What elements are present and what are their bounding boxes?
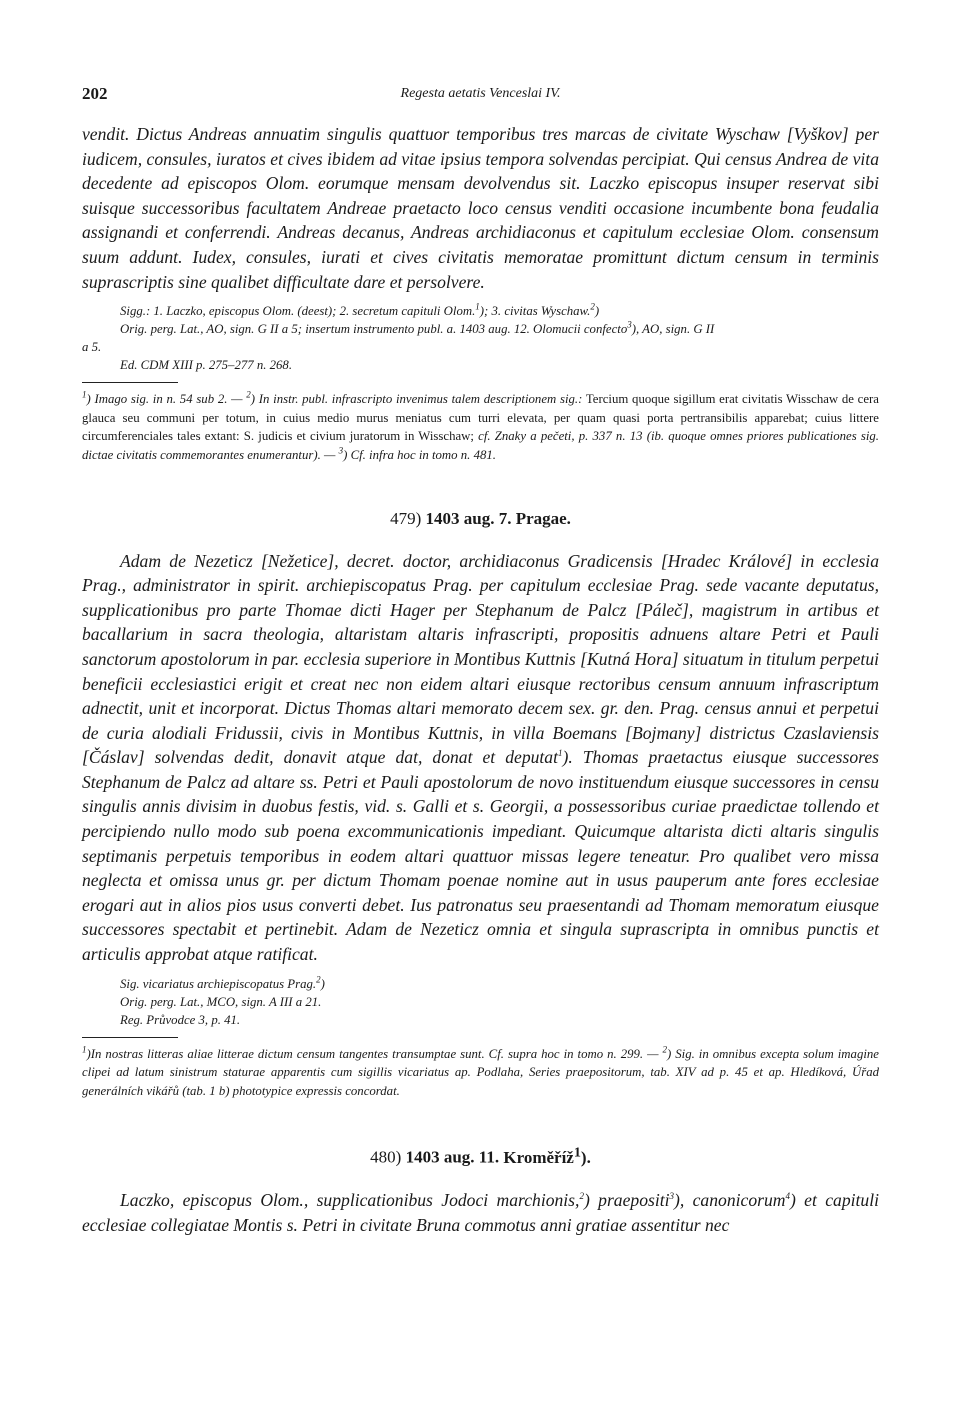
- doc478-regest: [82, 122, 879, 294]
- doc480-regest: [82, 1188, 879, 1237]
- doc480-date: 1403 aug. 11.: [405, 1148, 500, 1168]
- doc478-footnotes: $^1$) Imago sig. in n. 54 sub 2. — $^2$) In instr. publ. infrascripto invenimus talem descriptionem sig.: Tercium quoque sigillum erat civitatis Wisschaw de cera glauca seu communi per totum, in cuius medio murus meniatus cum turri elevata, per quam quasi porta pertransibilis apparebat; cuius littere circumferenciales tales extant: S. judicis et civium juratorum in Wisschaw; cf. Znaky a pečeti, p. 337 n. 13 (ib. quoque omnes priores publicationes sig. dictae civitatis commemorantes enumerantur). — $^3$) Cf. infra hoc in tomo n. 481.: [82, 389, 879, 462]
- doc479-apparatus: [82, 975, 879, 1029]
- doc479-number: 479): [390, 508, 422, 528]
- doc478-orig-cont: a 5.: [82, 340, 102, 355]
- doc479-place: Pragae.: [515, 508, 571, 528]
- page: [82, 84, 879, 1237]
- doc478-sigg: Sigg.: 1. Laczko, episcopus Olom. (deest); 2. secretum capituli Olom.$^1$); 3. civitas Wyschaw.$^2$): [120, 301, 600, 319]
- doc478-apparatus: [82, 302, 879, 374]
- footnote-rule: [82, 1037, 178, 1038]
- doc480-place: Kroměříž$^1$).: [503, 1144, 591, 1168]
- doc479-date: 1403 aug. 7.: [425, 508, 512, 528]
- footnote-rule: [82, 382, 178, 383]
- doc479-sig: Sig. vicariatus archiepiscopatus Prag.$^2$): [120, 974, 325, 991]
- doc479-heading: [82, 509, 879, 529]
- running-header: [82, 84, 879, 108]
- doc479-reg: Reg. Průvodce 3, p. 41.: [120, 1012, 241, 1027]
- doc478-text: vendit. Dictus Andreas annuatim singulis quattuor temporibus tres marcas de civitate Wyschaw [Vyškov] per iudicem, consules, iuratos et cives ibidem ad vitae ipsius tempora solvendas percipiat. Qui census Andrea de vita decedente ad episcopos Olom. eorumque mensam devolvendus sit. Laczko episcopus insuper reservat sibi suisque successoribus facultatem Andreae praetacto loco census venditi occasione incumbente bona feudalia assignandi et conferrendi. Andreas decanus, Andreas archidiaconus et capitulum ecclesiae Olom. consensum suum addunt. Iudex, consules, iurati et cives civitatis memoratae promittunt dictum censum in terminis suprascriptis sine qualibet difficultate dare et persolvere.: [82, 124, 879, 292]
- doc480-heading: [82, 1144, 879, 1168]
- doc479-regest: [82, 549, 879, 967]
- doc479-footnotes: $^1$)In nostras litteras aliae litterae dictum censum tangentes transumptae sunt. Cf. supra hoc in tomo n. 299. — $^2$) Sig. in omnibus excepta solum imagine clipei ad latum sinistrum staturae apparentis cum sigillis vicariatus ap. Podlaha, Series praepositorum, tab. XIV ad p. 45 et ap. Hledíková, Úřad generálních vikářů (tab. 1 b) phototypice expressis concordat.: [82, 1044, 879, 1098]
- doc478-orig: Orig. perg. Lat., AO, sign. G II a 5; insertum instrumento publ. a. 1403 aug. 12. Olomucii confecto$^3$), AO, sign. G II: [120, 319, 715, 337]
- doc479-text: Adam de Nezeticz [Nežetice], decret. doctor, archidiaconus Gradicensis [Hradec Králové] in ecclesia Prag., administrator in spirit. archiepiscopatus Prag. per capitulum ecclesiae Prag. sede vacante deputatus, supplicationibus pro parte Thomae dicti Hager per Stephanum de Palcz [Páleč], magistrum in artibus et bacallarium in sacra theologia, altaristam altaris infrascripti, propositis adnuens altare Petri et Pauli sanctorum apostolorum in par. ecclesia superiore in Montibus Kuttnis [Kutná Hora] situatum in titulum perpetui beneficii ecclesiastici erigit et creat nec non eidem altari eiusque rectoribus censum annuum infrascriptum adnectit, unit et incorporat. Dictus Thomas altari memorato decem sex. gr. den. Prag. census annui et perpetui de curia alodiali Fridussii, civis in Montibus Kuttnis, in villa Boemans [Bojmany] districtus Czaslaviensis [Čáslav] solvendas dedit, donavit atque dat, donat et deputat$^1$). Thomas praetactus eiusque successores Stephanum de Palcz ad altare ss. Petri et Pauli apostolorum de novo instituendum eiusque successores in censu singulis annis divisim in duobus festis, vid. s. Galli et s. Georgii, a possessoribus curiae praedictae tollendo et percipiendo nullo modo sub poena excommunicationis impediant. Quicumque altarista dicti altaris singulis septimanis perpetuis temporibus in eodem altari quattuor missas legere teneatur. Pro qualibet vero missa neglecta et omissa unus gr. per dictum Thomam poenae nomine aut in usus pauperum ante fores ecclesiae erogari aut in alios pios usus converti debet. Ius patronatus seu praesentandi ad Thomam memoratum eiusque successores spectabit et pertinebit. Adam de Nezeticz omnia et singula suprascripta in omnibus punctis et articulis approbat atque ratificat.: [82, 550, 879, 965]
- running-title: Regesta aetatis Venceslai IV.: [400, 86, 561, 101]
- doc478-edition: Ed. CDM XIII p. 275–277 n. 268.: [120, 358, 293, 373]
- page-number: 202: [82, 84, 108, 103]
- doc479-orig: Orig. perg. Lat., MCO, sign. A III a 21.: [120, 994, 322, 1009]
- doc480-text: Laczko, episcopus Olom., supplicationibus Jodoci marchionis,$^2$) praepositi$^3$), canonicorum$^4$) et capituli ecclesiae collegiatae Montis s. Petri in civitate Bruna commotus anni gratiae assentitur nec: [82, 1190, 879, 1235]
- doc480-number: 480): [370, 1148, 402, 1168]
